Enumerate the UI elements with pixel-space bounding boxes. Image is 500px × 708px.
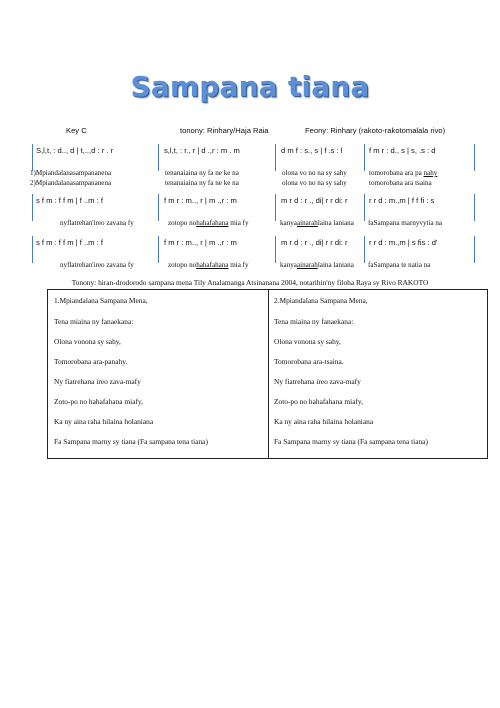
lyric-verse-2: olona vo no na sy sahy: [282, 179, 347, 187]
lyric-line: zotopo nohahafahana mia fy: [168, 261, 249, 269]
lyric-verse-2: tenanaiaina ny fa ne ke na: [165, 179, 239, 187]
bar-line: [275, 236, 276, 263]
bar-line: [32, 144, 33, 171]
lyric-line: zotopo nohahafahana mia fy: [168, 219, 249, 227]
lyric-line: nyflatrehan'ireo zavana fy: [60, 219, 134, 227]
lyric-verse-1: olona vo no na sy sahy: [282, 169, 347, 177]
verse-line: Ka ny aina raha hilaina holaniana: [54, 417, 154, 426]
bar-line: [364, 236, 365, 263]
verse-line: Zoto-po no hahafahana miafy,: [274, 397, 363, 406]
bar-line: [158, 144, 159, 171]
verse-line: Tomorobana ara-panahy.: [54, 357, 128, 366]
bar-line: [275, 194, 276, 221]
lyric-verse-2: 2)Mpiandalanasampananena: [30, 179, 112, 187]
bar-line: [474, 194, 475, 221]
verse-line: Ny fiatrehana ireo zava-mafy: [54, 377, 141, 386]
lyric-line: nyflatrehan'ireo zavana fy: [60, 261, 134, 269]
solfa-measure: r r d : m.,m | s fis : d': [369, 238, 438, 247]
solfa-measure: f m r : m.., r | m .,r : m: [164, 196, 237, 205]
song-title: Sampana tiana: [130, 70, 370, 103]
verse-line: Olona vonona sy sahy,: [54, 337, 121, 346]
verse-line: Tena miaina ny fanaekana:: [274, 317, 354, 326]
feony-label: Feony: Rinhary (rakoto-rakotomalala rivo): [305, 126, 446, 135]
solfa-measure: s f m : f f m | f ..m : f: [36, 196, 103, 205]
solfa-measure: m r d : r ., di| r r di: r: [281, 196, 348, 205]
table-divider: [268, 290, 269, 458]
solfa-measure: m r d : r ., di| r r di: r: [281, 238, 348, 247]
lyric-verse-1: tenanaiaina ny fa ne ke na: [165, 169, 239, 177]
bar-line: [32, 236, 33, 263]
lyric-verse-1: tomorobana ara pa nahy: [369, 169, 438, 177]
credit-line: Tonony: hiran-drodorodo sampana mena Tily Analamanga Atsinanana 2004, notarihin'ny filoha Raya sy Rivo RAKOTO: [71, 278, 429, 287]
solfa-measure: r r d : m.,m | f f fi : s: [369, 196, 435, 205]
verse-line: Olona vonona sy sahy,: [274, 337, 341, 346]
bar-line: [364, 194, 365, 221]
lyric-verse-1: 1)Mpiandalanasampananena: [30, 169, 112, 177]
solfa-measure: d m f : s., s | f .s : l: [281, 146, 343, 155]
bar-line: [158, 236, 159, 263]
bar-line: [32, 194, 33, 221]
verse-line: Ny fiatrehana ireo zava-mafy: [274, 377, 361, 386]
solfa-measure: f m r : m.., r | m .,r : m: [164, 238, 237, 247]
bar-line: [474, 236, 475, 263]
verse-line: Zoto-po no hahafahana miafy,: [54, 397, 143, 406]
underlined-syllable: nahy: [423, 169, 438, 177]
bar-line: [364, 144, 365, 171]
verse-line: Fa Sampana marny sy tiana (Fa sampana tena tiana): [274, 437, 428, 446]
tonony-label: tonony: Rinhary/Haja Raia: [180, 126, 269, 135]
verse-line: Tena miaina ny fanaekana:: [54, 317, 134, 326]
bar-line: [474, 144, 475, 171]
verse-line: 1.Mpiandalana Sampana Mena,: [54, 296, 148, 305]
bar-line: [158, 194, 159, 221]
verse-line: Fa Sampana marny sy tiana (Fa sampana tena tiana): [54, 437, 208, 446]
key-label: Key C: [66, 126, 87, 135]
solfa-measure: f m r : d., s | s, .s : d: [369, 146, 436, 155]
verse-line: 2.Mpiandalana Sampana Mena,: [274, 296, 368, 305]
solfa-measure: s,l,t, : r., r | d .,r : m . m: [164, 146, 240, 155]
verse-line: Ka ny aina raha hilaina holaniana: [274, 417, 374, 426]
lyric-line: kanyaainarahlaina laniana: [280, 219, 354, 227]
lyric-line: faSampana te natia na: [368, 261, 431, 269]
solfa-measure: s f m : f f m | f ..m : f: [36, 238, 103, 247]
bar-line: [275, 144, 276, 171]
verse-line: Tomorobana ara-tsaina.: [274, 357, 344, 366]
lyric-line: kanyaainarahlaina laniana: [280, 261, 354, 269]
verses-table: [47, 289, 488, 459]
solfa-measure: S,l,t, : d.., d | t,..,d : r . r: [36, 146, 114, 155]
lyric-line: faSampana marnyvytia na: [368, 219, 443, 227]
lyric-verse-2: tomorobana ara tsaina: [369, 179, 432, 187]
